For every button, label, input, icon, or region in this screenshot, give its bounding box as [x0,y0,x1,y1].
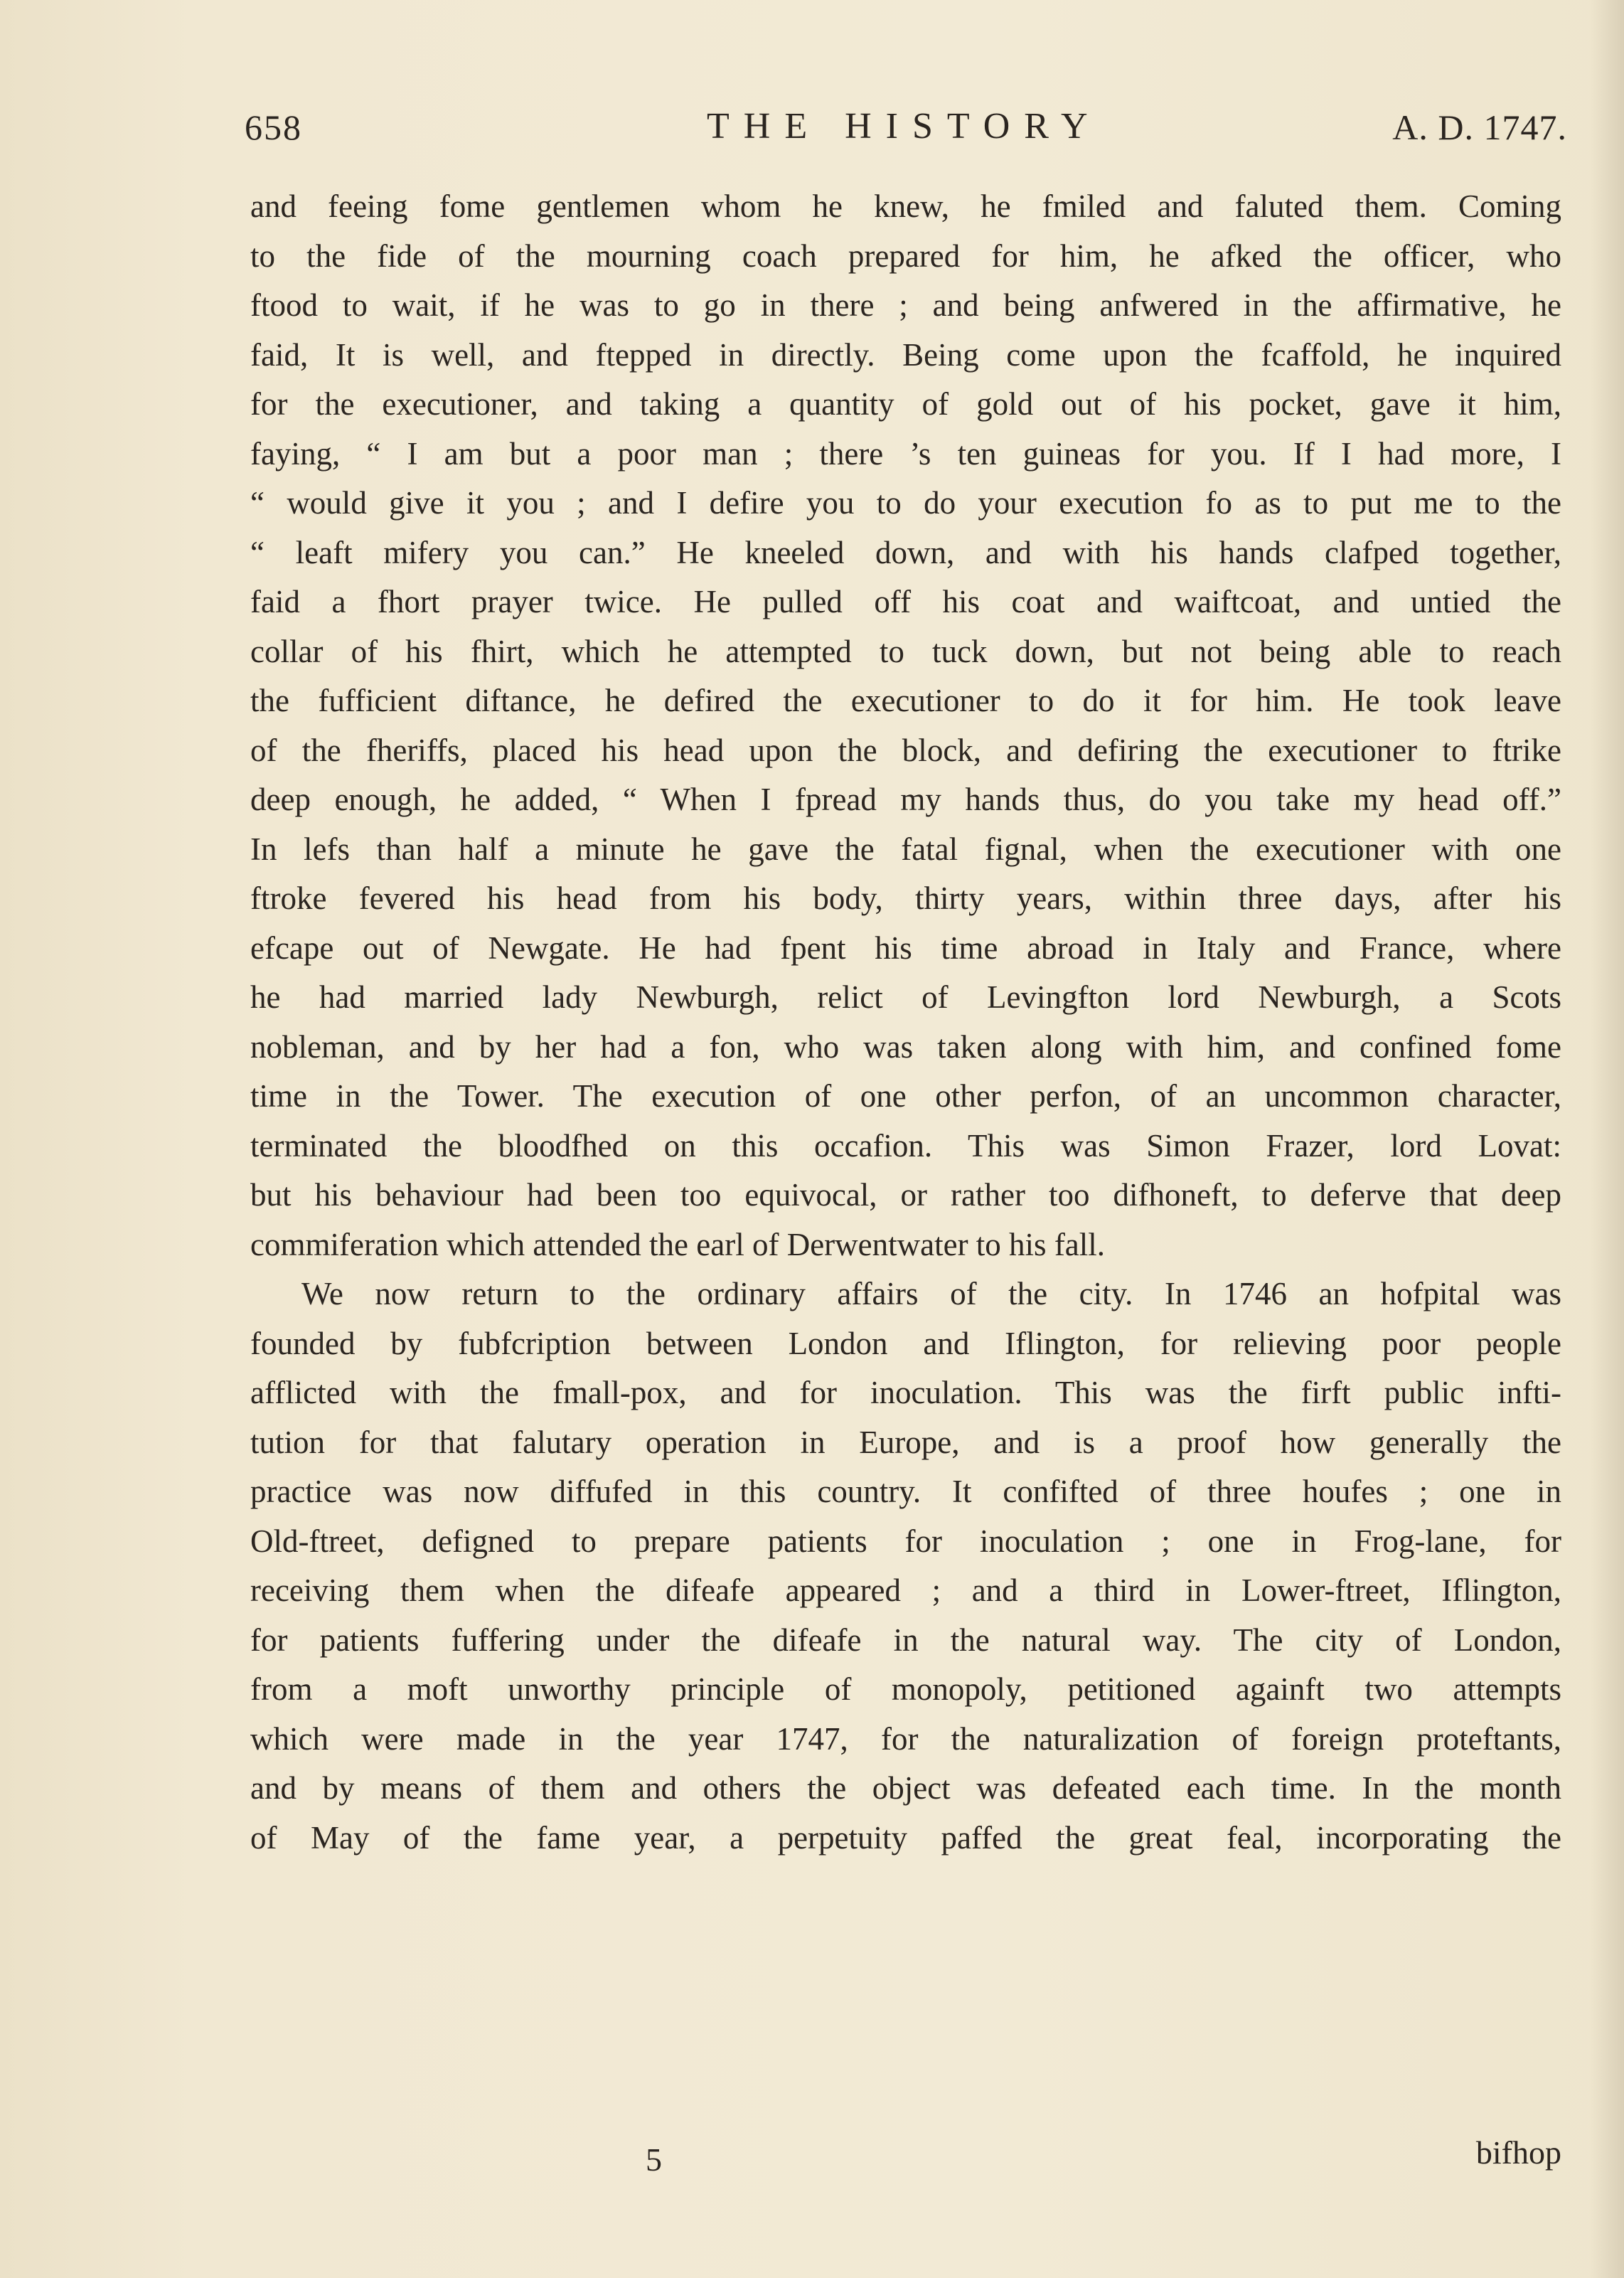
text-line: which were made in the year 1747, for the naturalization of foreign proteftants, [250,1720,1561,1757]
text-line: for patients fuffering under the difeafe in the natural way. The city of London, [250,1622,1561,1658]
text-line: ftood to wait, if he was to go in there ; and being anfwered in the affirmative, he [250,287,1561,323]
text-line: the fufficient diftance, he defired the executioner to do it for him. He took leave [250,683,1561,718]
text-line: collar of his fhirt, which he attempted to tuck down, but not being able to reach [250,633,1561,669]
text-line: founded by fubfcription between London and Iflington, for relieving poor people [250,1325,1561,1361]
text-line: receiving them when the difeafe appeared ; and a third in Lower-ftreet, Iflington, [250,1572,1561,1608]
signature-mark: 5 [646,2141,662,2178]
text-line: efcape out of Newgate. He had fpent his time abroad in Italy and France, where [250,930,1561,966]
running-title: THE HISTORY [707,106,1102,147]
text-line: from a moft unworthy principle of monopoly, petitioned againft two attempts [250,1671,1561,1707]
text-line: nobleman, and by her had a fon, who was taken along with him, and confined fome [250,1028,1561,1065]
text-line: to the fide of the mourning coach prepared for him, he afked the officer, who [250,238,1561,274]
text-line: afflicted with the fmall-pox, and for inoculation. This was the firft public infti- [250,1375,1561,1410]
body-text [250,182,1561,1863]
text-line: ftroke fevered his head from his body, thirty years, within three days, after his [250,880,1561,916]
text-line: faying, “ I am but a poor man ; there ’s ten guineas for you. If I had more, I [250,435,1561,472]
text-line: time in the Tower. The execution of one other perfon, of an uncommon character, [250,1078,1561,1114]
text-line: of May of the fame year, a perpetuity paffed the great feal, incorporating the [250,1819,1561,1856]
text-line: deep enough, he added, “ When I fpread my hands thus, do you take my head off.” [250,782,1561,817]
page-edge-shadow [1590,0,1624,2278]
text-line: practice was now diffufed in this country. It confifted of three houfes ; one in [250,1474,1561,1509]
text-line: and by means of them and others the object was defeated each time. In the month [250,1770,1561,1806]
text-line: faid a fhort prayer twice. He pulled off his coat and waiftcoat, and untied the [250,584,1561,619]
text-line: “ leaft mifery you can.” He kneeled down, and with his hands clafped together, [250,534,1561,570]
text-line: and feeing fome gentlemen whom he knew, he fmiled and faluted them. Coming [250,188,1561,224]
catchword: bifhop [1475,2134,1561,2171]
text-line: Old-ftreet, defigned to prepare patients for inoculation ; one in Frog-lane, for [250,1523,1561,1559]
year-heading: A. D. 1747. [1392,107,1567,147]
page-number: 658 [245,107,302,147]
text-line: commiferation which attended the earl of Derwentwater to his fall. [250,1226,1106,1262]
text-line: tution for that falutary operation in Europe, and is a proof how generally the [250,1424,1561,1460]
text-line: of the fheriffs, placed his head upon the block, and defiring the executioner to ftrike [250,732,1561,768]
text-line: We now return to the ordinary affairs of the city. In 1746 an hofpital was [301,1276,1561,1311]
text-line: In lefs than half a minute he gave the fatal fignal, when the executioner with one [250,831,1561,867]
text-line: terminated the bloodfhed on this occafion. This was Simon Frazer, lord Lovat: [250,1127,1561,1164]
text-line: for the executioner, and taking a quantity of gold out of his pocket, gave it him, [250,386,1561,422]
text-line: faid, It is well, and ftepped in directly. Being come upon the fcaffold, he inquired [250,336,1561,373]
page-footer [250,2134,1561,2191]
text-line: he had married lady Newburgh, relict of Levingfton lord Newburgh, a Scots [250,979,1561,1015]
page-header [245,100,1567,156]
text-line: but his behaviour had been too equivocal, or rather too difhoneft, to deferve that deep [250,1177,1561,1213]
text-line: “ would give it you ; and I defire you to do your execution fo as to put me to the [250,485,1561,521]
